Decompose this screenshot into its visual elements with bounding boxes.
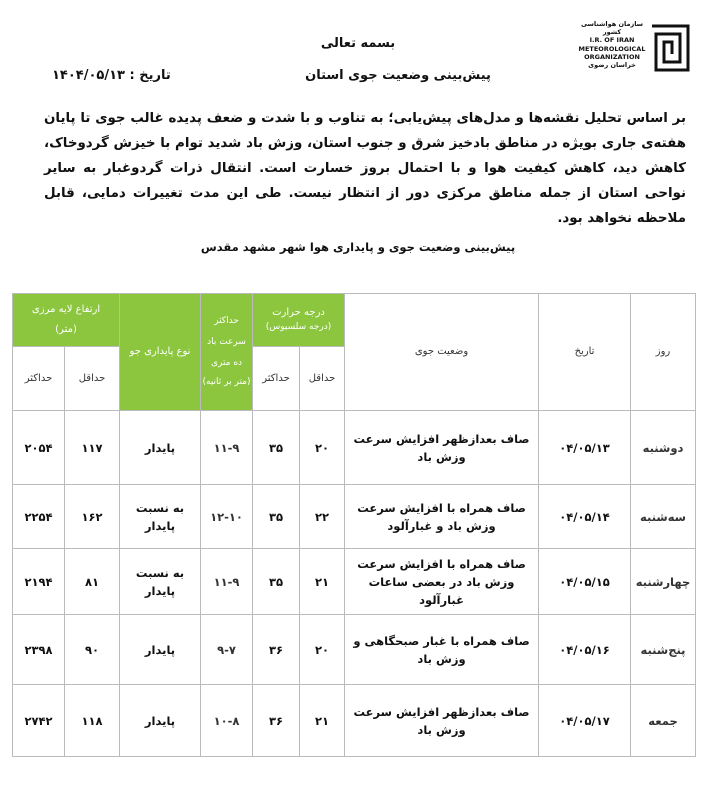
cell-temp-min: ۲۲ <box>300 485 345 549</box>
cell-bl-min: ۱۱۸ <box>65 685 120 757</box>
cell-temp-min: ۲۱ <box>300 549 345 615</box>
header-temperature: درجه حرارت (درجه سلسیوس) <box>253 294 345 347</box>
table-row <box>13 549 696 615</box>
cell-stability: به نسبت پایدار <box>120 485 201 549</box>
cell-status: صاف همراه با افزایش سرعت وزش باد در بعضی ساعات غبارآلود <box>345 549 539 615</box>
bismillah-heading: بسمه تعالی <box>320 36 396 51</box>
cell-temp-max: ۳۵ <box>253 485 300 549</box>
cell-wind: ۱۱-۹ <box>201 549 253 615</box>
cell-stability: پایدار <box>120 411 201 485</box>
cell-bl-min: ۸۱ <box>65 549 120 615</box>
header-temp-max: حداکثر <box>253 347 300 411</box>
cell-bl-max: ۲۰۵۴ <box>13 411 65 485</box>
cell-temp-min: ۲۰ <box>300 615 345 685</box>
table-row <box>13 485 696 549</box>
header-wind: حداکثر سرعت باد ده متری (متر بر ثانیه) <box>201 294 253 411</box>
cell-day: سه‌شنبه <box>631 485 696 549</box>
cell-temp-max: ۳۵ <box>253 411 300 485</box>
header-date: تاریخ <box>539 294 631 411</box>
forecast-paragraph: بر اساس تحلیل نقشه‌ها و مدل‌های پیش‌یابی؛ به تناوب و با شدت و ضعف پدیده غالب جوی تا پایان هفته‌ی جاری بویژه در مناطق بادخیز شرق و جنوب استان، وزش باد شدید توام با خیزش گردوخاک، کاهش دید، کاهش کیفیت هوا و با احتمال بروز خسارت است. انتقال ذرات گردوغبار به سایر نواحی استان از جمله مناطق مرکزی دور از انتظار نیست. طی این مدت تغییرات دمایی، قابل ملاحظه نخواهد بود. <box>44 111 686 226</box>
cell-status: صاف بعدازظهر افزایش سرعت وزش باد <box>345 411 539 485</box>
table-row <box>13 685 696 757</box>
cell-wind: ۱۲-۱۰ <box>201 485 253 549</box>
cell-stability: پایدار <box>120 685 201 757</box>
cell-temp-min: ۲۱ <box>300 685 345 757</box>
header-temp-min: حداقل <box>300 347 345 411</box>
header-day: روز <box>631 294 696 411</box>
cell-wind: ۹-۷ <box>201 615 253 685</box>
cell-day: چهارشنبه <box>631 549 696 615</box>
cell-wind: ۱۰-۸ <box>201 685 253 757</box>
cell-bl-max: ۲۷۴۲ <box>13 685 65 757</box>
cell-date: ۰۴/۰۵/۱۷ <box>539 685 631 757</box>
report-date: تاریخ : ۱۴۰۴/۰۵/۱۳ <box>52 68 171 83</box>
page-title: پیش‌بینی وضعیت جوی استان <box>305 68 491 83</box>
cell-status: صاف همراه با غبار صبحگاهی و وزش باد <box>345 615 539 685</box>
header-boundary-layer: ارتفاع لایه مرزی (متر) <box>13 294 120 347</box>
cell-stability: به نسبت پایدار <box>120 549 201 615</box>
cell-temp-max: ۳۵ <box>253 549 300 615</box>
cell-bl-max: ۲۳۹۸ <box>13 615 65 685</box>
header-status: وضعیت جوی <box>345 294 539 411</box>
header-bl-min: حداقل <box>65 347 120 411</box>
table-subtitle: پیش‌بینی وضعیت جوی و پایداری هوا شهر مشهد مقدس <box>200 240 516 254</box>
cell-day: پنج‌شنبه <box>631 615 696 685</box>
table-row <box>13 411 696 485</box>
cell-temp-max: ۳۶ <box>253 615 300 685</box>
header-stability: نوع پایداری جو <box>120 294 201 411</box>
cell-date: ۰۴/۰۵/۱۵ <box>539 549 631 615</box>
cell-date: ۰۴/۰۵/۱۶ <box>539 615 631 685</box>
forecast-table <box>12 293 696 757</box>
cell-status: صاف بعدازظهر افزایش سرعت وزش باد <box>345 685 539 757</box>
cell-bl-min: ۹۰ <box>65 615 120 685</box>
cell-status: صاف همراه با افزایش سرعت وزش باد و غبارآلود <box>345 485 539 549</box>
header-bl-max: حداکثر <box>13 347 65 411</box>
cell-temp-min: ۲۰ <box>300 411 345 485</box>
cell-bl-min: ۱۱۷ <box>65 411 120 485</box>
cell-wind: ۱۱-۹ <box>201 411 253 485</box>
cell-date: ۰۴/۰۵/۱۳ <box>539 411 631 485</box>
cell-day: جمعه <box>631 685 696 757</box>
cell-bl-max: ۲۲۵۴ <box>13 485 65 549</box>
table-row <box>13 615 696 685</box>
cell-stability: پایدار <box>120 615 201 685</box>
cell-day: دوشنبه <box>631 411 696 485</box>
cell-bl-min: ۱۶۲ <box>65 485 120 549</box>
cell-date: ۰۴/۰۵/۱۴ <box>539 485 631 549</box>
logo-text: سازمان هواشناسی کشور I.R. OF IRAN METEOROLOGICAL ORGANIZATION خراسان رضوی <box>578 20 646 70</box>
cell-temp-max: ۳۶ <box>253 685 300 757</box>
cell-bl-max: ۲۱۹۴ <box>13 549 65 615</box>
